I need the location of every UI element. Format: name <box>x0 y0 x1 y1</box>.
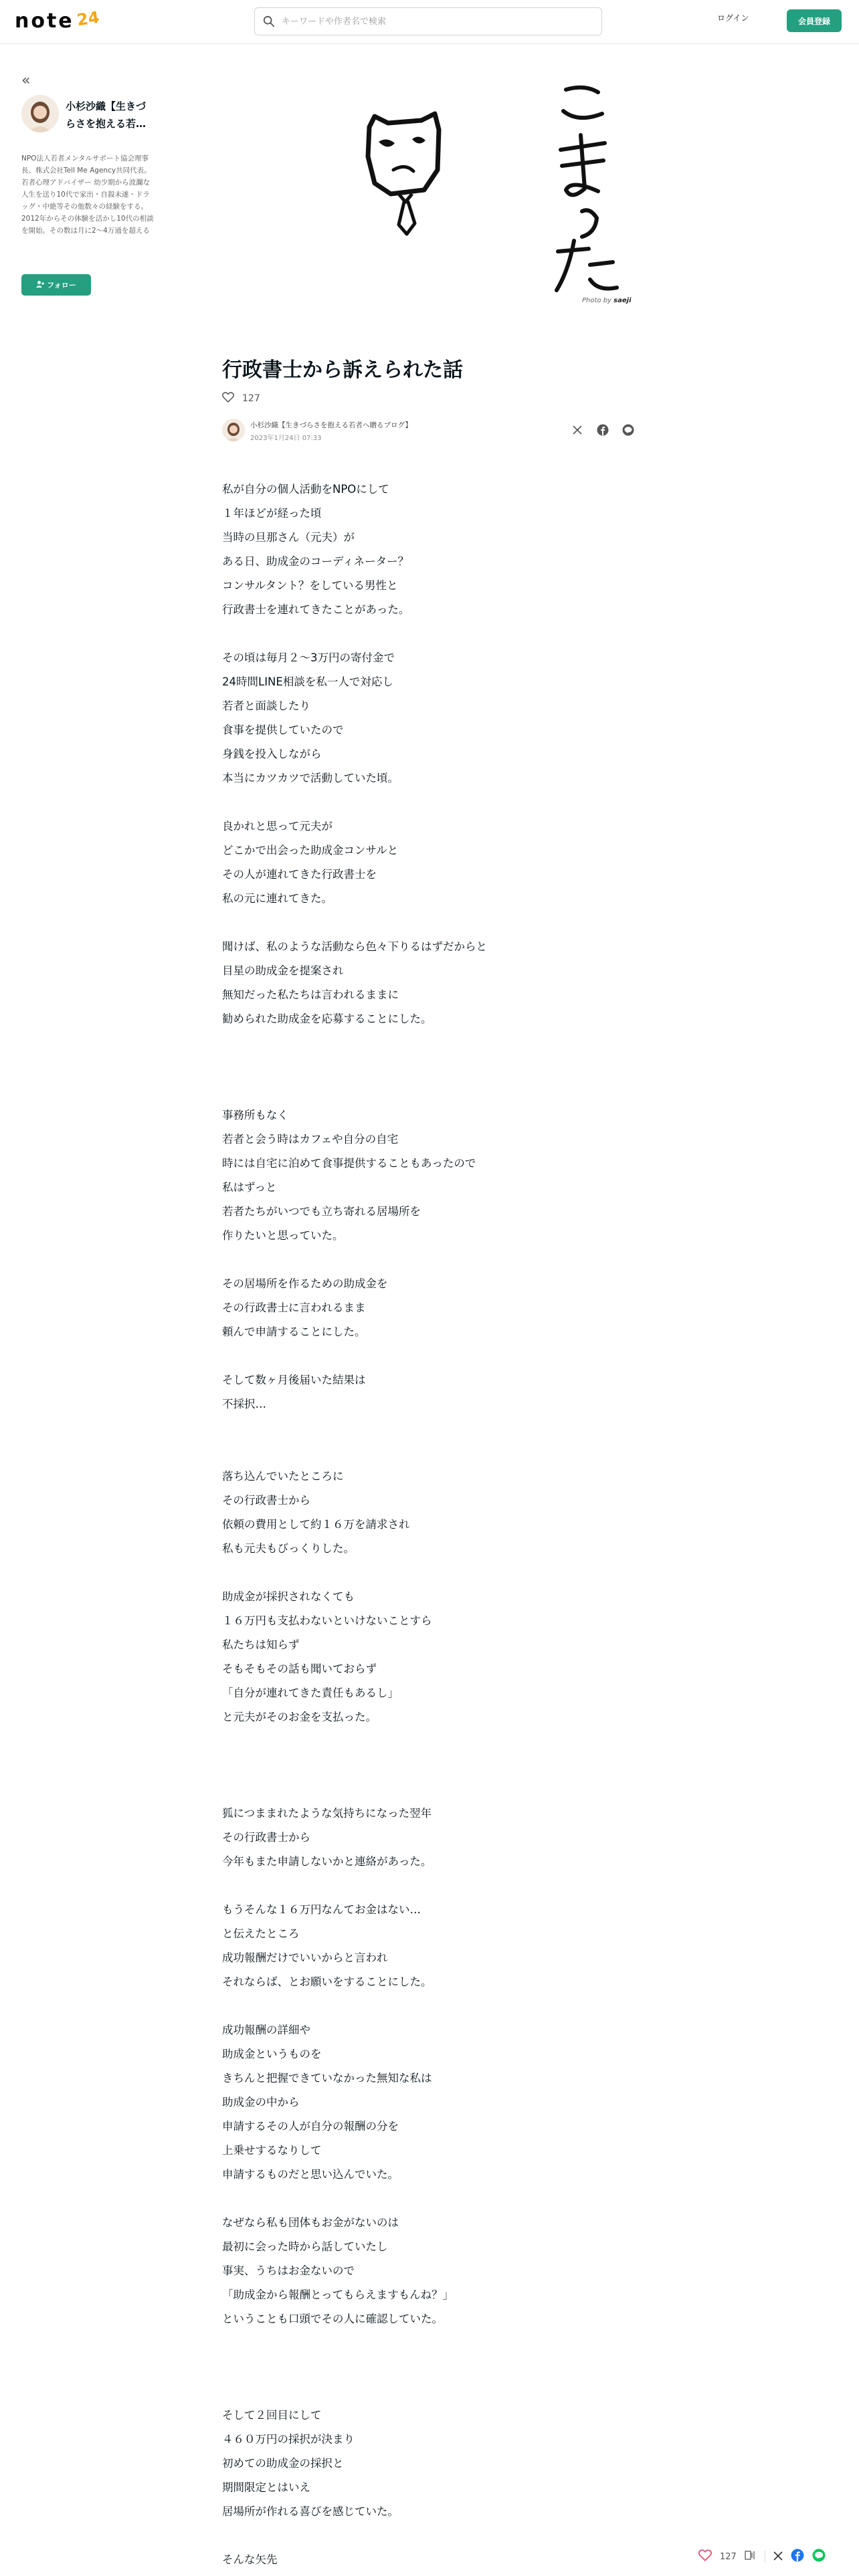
article-paragraph-line <box>222 1440 637 1465</box>
article-paragraph-line: 助成金の中から <box>222 2096 300 2109</box>
article-paragraph-line: その行政書士に言われるまま <box>222 1301 366 1314</box>
article-paragraph-line: 時には自宅に泊めて食事提供することもあったので <box>222 1157 476 1170</box>
article-paragraph-line: 身銭を投入しながら <box>222 748 322 760</box>
article-paragraph-line: 成功報酬の詳細や <box>222 2024 310 2036</box>
article-paragraph-line: ある日、助成金のコーディネーター？ <box>222 555 409 568</box>
facebook-share-icon[interactable] <box>595 423 610 437</box>
article-paragraph-line: 最初に会った時から話していたし <box>222 2240 388 2253</box>
article-paragraph-line: 若者たちがいつでも立ち寄れる居場所を <box>222 1205 421 1218</box>
site-header <box>0 0 859 44</box>
article-body <box>222 477 637 2572</box>
photo-credit-prefix: Photo by <box>582 297 614 304</box>
article-paragraph-line: 当時の旦那さん（元夫）が <box>222 531 355 544</box>
article-paragraph-line: ということも口頭でその人に確認していた。 <box>222 2313 443 2325</box>
article-paragraph-line: その人が連れてきた行政書士を <box>222 868 377 881</box>
article-paragraph-line: そもそもその話も聞いておらず <box>222 1662 377 1675</box>
article-paragraph-line: どこかで出会った助成金コンサルと <box>222 844 399 857</box>
article-paragraph-line: 目星の助成金を提案され <box>222 964 344 977</box>
logo-badge: 24 <box>75 7 100 29</box>
article-paragraph-line: 私も元夫もびっくりした。 <box>222 1542 355 1555</box>
article-paragraph-line: その行政書士から <box>222 1494 310 1507</box>
article-paragraph-line <box>222 1079 637 1103</box>
photo-credit-name[interactable]: saeji <box>613 297 632 304</box>
facebook-share-icon[interactable] <box>791 2549 804 2565</box>
article-paragraph-line <box>222 1031 637 1055</box>
signup-button[interactable]: 会員登録 <box>787 9 842 32</box>
note-logo[interactable] <box>15 9 99 33</box>
article-paragraph-line: 不採択… <box>222 1398 266 1410</box>
article-author-name[interactable]: 小杉沙織【生きづらさを抱える若者へ贈るブログ】 <box>250 421 412 429</box>
article-paragraph-line: そして２回目にして <box>222 2409 322 2422</box>
article-paragraph-line <box>222 790 637 815</box>
article-paragraph-line: 若者と面談したり <box>222 700 310 712</box>
article-paragraph-line: 今年もまた申請しないかと連絡があった。 <box>222 1855 432 1868</box>
line-share-icon[interactable] <box>812 2549 826 2565</box>
article-paragraph-line: それならば、とお願いをすることにした。 <box>222 1975 432 1988</box>
article-paragraph-line <box>222 1248 637 1272</box>
article-paragraph-line <box>222 1561 637 1585</box>
article-paragraph-line: もうそんな１６万円なんてお金はない… <box>222 1903 421 1916</box>
article-paragraph-line: 申請するその人が自分の報酬の分を <box>222 2120 399 2133</box>
article-paragraph-line: 私はずっと <box>222 1181 277 1194</box>
article-paragraph-line: そんな矢先 <box>222 2553 278 2566</box>
article-paragraph-line: 私の元に連れてきた。 <box>222 892 332 905</box>
hero-illustration <box>223 70 638 310</box>
article-paragraph-line: 依頼の費用として約１６万を請求され <box>222 1518 410 1531</box>
article-paragraph-line <box>222 2355 637 2379</box>
article-paragraph-line: 頼んで申請することにした。 <box>222 1325 366 1338</box>
article-paragraph-line <box>222 2524 637 2548</box>
article-paragraph-line: ４６０万円の採択が決まり <box>222 2433 355 2446</box>
article-paragraph-line: そして数ヶ月後届いた結果は <box>222 1374 366 1386</box>
heart-icon[interactable] <box>222 392 234 405</box>
article-paragraph-line: なぜなら私も団体もお金がないのは <box>222 2216 399 2229</box>
search-input[interactable] <box>282 17 596 27</box>
article-paragraph-line <box>222 2379 637 2403</box>
collapse-sidebar-icon[interactable]: « <box>21 72 31 89</box>
article-paragraph-line <box>222 1753 637 1778</box>
article-paragraph-line <box>222 1729 637 1753</box>
article-paragraph-line: その頃は毎月２〜3万円の寄付金で <box>222 651 395 664</box>
article-paragraph-line <box>222 1778 637 1802</box>
floating-like-count[interactable]: 127 <box>720 2551 737 2562</box>
magazine-add-icon[interactable] <box>745 2550 757 2563</box>
article-paragraph-line: 24時間LINE相談を私一人で対応し <box>222 675 393 688</box>
article-paragraph-line: 助成金が採択されなくても <box>222 1590 355 1603</box>
article-paragraph-line <box>222 2331 637 2355</box>
article-paragraph-line: 助成金というものを <box>222 2048 322 2060</box>
follow-label: フォロー <box>47 281 76 290</box>
article-paragraph-line <box>222 2187 637 2211</box>
search-box[interactable] <box>254 7 602 35</box>
article-meta <box>222 417 637 447</box>
like-section <box>222 392 260 405</box>
article-paragraph-line <box>222 1344 637 1368</box>
article-paragraph-line: 作りたいと思っていた。 <box>222 1229 344 1242</box>
photo-credit <box>582 297 632 304</box>
article-paragraph-line: その居場所を作るための助成金を <box>222 1277 388 1290</box>
article-paragraph-line: コンサルタント？をしている男性と <box>222 579 398 592</box>
article-paragraph-line: 無知だった私たちは言われるままに <box>222 988 399 1001</box>
avatar[interactable] <box>21 95 59 132</box>
article-paragraph-line: １６万円も支払わないといけないことすら <box>222 1614 432 1627</box>
author-bio: NPO法人若者メンタルサポート協会理事長、株式会社Tell Me Agency共同代表。若者心理アドバイザー 幼少期から波瀾な人生を送り10代で家出・自殺未遂・ドラッグ・中絶等その他数々の経験をする。2012年からその体験を活かし10代の相談を開始。その数は月に2〜4万通を超える <box>21 154 154 235</box>
article-paragraph-line: 事実、うちはお金ないので <box>222 2264 355 2277</box>
article-paragraph-line: 聞けば、私のような活動なら色々下りるはずだからと <box>222 940 487 953</box>
article-paragraph-line <box>222 1874 637 1898</box>
article-paragraph-line: 申請するものだと思い込んでいた。 <box>222 2168 399 2181</box>
article-title: 行政書士から訴えられた話 <box>222 358 463 382</box>
article-paragraph-line: 行政書士を連れてきたことがあった。 <box>222 603 410 616</box>
line-share-icon[interactable] <box>621 423 636 437</box>
author-name[interactable]: 小杉沙織【生きづらさを抱える若… <box>66 100 147 130</box>
article-paragraph-line: 若者と会う時はカフェや自分の自宅 <box>222 1133 399 1146</box>
article-paragraph-line <box>222 911 637 935</box>
article-paragraph-line: 上乗せするなりして <box>222 2144 322 2157</box>
like-count[interactable]: 127 <box>242 393 260 404</box>
heart-icon[interactable] <box>698 2549 712 2564</box>
search-icon <box>263 15 275 27</box>
article-paragraph-line: 狐につままれたような気持ちになった翌年 <box>222 1807 432 1820</box>
article-paragraph-line: １年ほどが経った頃 <box>222 507 322 520</box>
floating-action-bar <box>698 2545 859 2568</box>
article-paragraph-line: と伝えたところ <box>222 1927 300 1940</box>
article-paragraph-line <box>222 1055 637 1079</box>
article-paragraph-line: きちんと把握できていなかった無知な私は <box>222 2072 432 2084</box>
article-paragraph-line: 居場所が作れる喜びを感じていた。 <box>222 2505 399 2518</box>
x-share-icon[interactable] <box>570 423 585 437</box>
logo-text: note <box>15 9 74 33</box>
article-paragraph-line: 事務所もなく <box>222 1109 288 1121</box>
article-paragraph-line: 初めての助成金の採択と <box>222 2457 344 2470</box>
article-paragraph-line: 良かれと思って元夫が <box>222 820 332 833</box>
article-paragraph-line: 本当にカツカツで活動していた頃。 <box>222 772 399 784</box>
article-paragraph-line <box>222 1994 637 2018</box>
article-paragraph-line: と元夫がそのお金を支払った。 <box>222 1711 377 1723</box>
article-date: 2023年1月24日 07:33 <box>250 435 322 442</box>
article-paragraph-line <box>222 1416 637 1440</box>
author-avatar-small[interactable] <box>222 419 245 441</box>
article-paragraph-line: 落ち込んでいたところに <box>222 1470 344 1483</box>
article-paragraph-line: 勧められた助成金を応募することにした。 <box>222 1012 432 1025</box>
article-paragraph-line <box>222 622 637 646</box>
article-paragraph-line: 成功報酬だけでいいからと言われ <box>222 1951 388 1964</box>
article-paragraph-line: 期間限定とはいえ <box>222 2481 310 2494</box>
user-plus-icon <box>36 280 44 290</box>
follow-button[interactable] <box>21 274 91 296</box>
article-paragraph-line: 私が自分の個人活動をNPOにして <box>222 483 389 496</box>
article-paragraph-line: 私たちは知らず <box>222 1638 300 1651</box>
article-paragraph-line: 「自分が連れてきた責任もあるし」 <box>222 1687 399 1699</box>
x-share-icon[interactable] <box>773 2551 783 2563</box>
login-button[interactable]: ログイン <box>717 13 749 23</box>
article-paragraph-line: 食事を提供していたので <box>222 724 344 736</box>
article-paragraph-line: 「助成金から報酬とってもらえますもんね？」 <box>222 2288 454 2301</box>
share-buttons <box>570 423 636 437</box>
article-paragraph-line: その行政書士から <box>222 1831 310 1844</box>
